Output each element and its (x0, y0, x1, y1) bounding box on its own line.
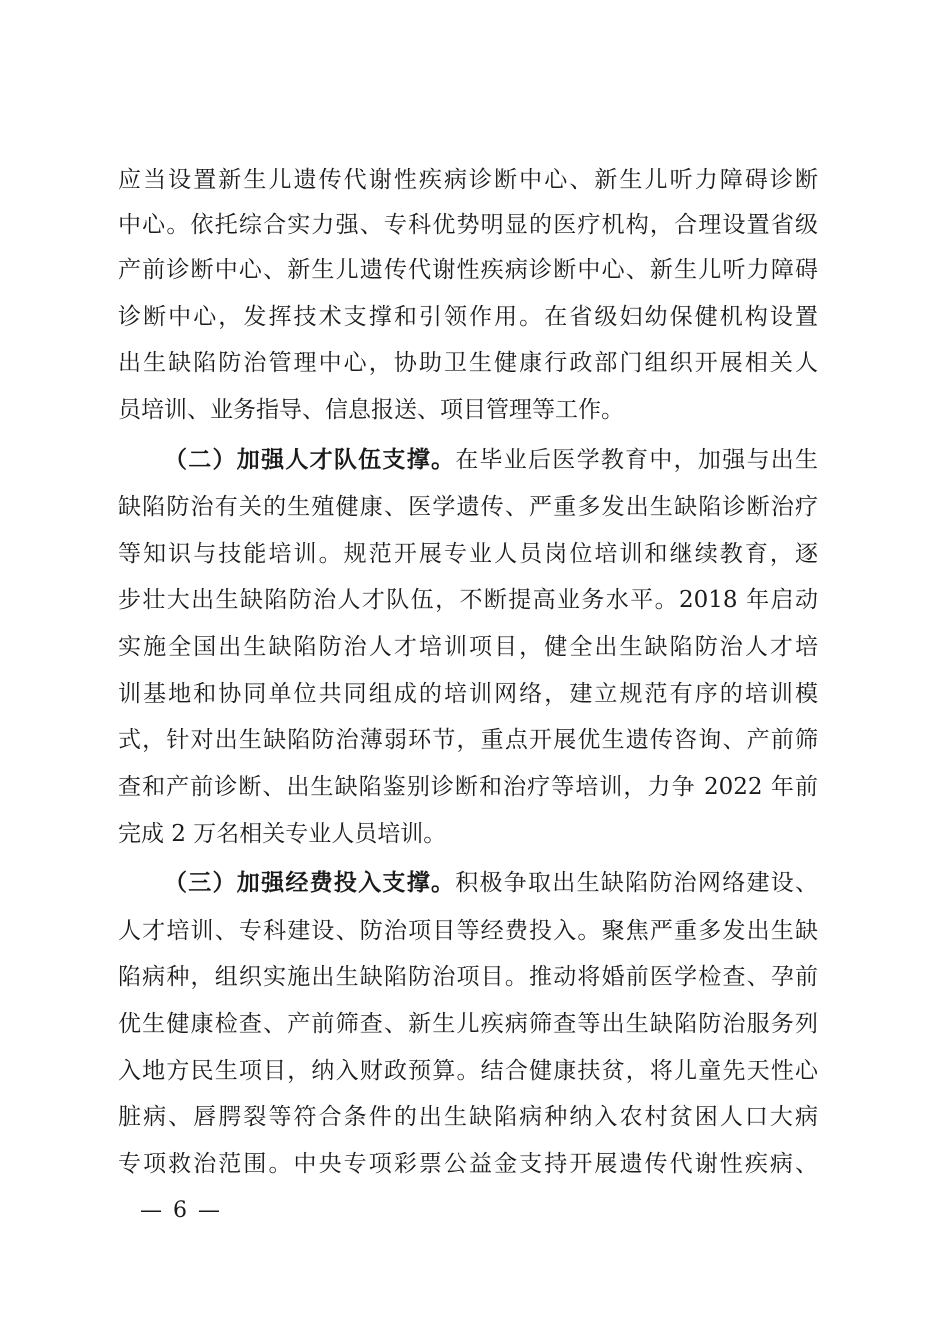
section-heading: （三）加强经费投入支撑。 (164, 869, 456, 896)
text-line: 完成 2 万名相关专业人员培训。 (118, 821, 447, 847)
text-line: 优生健康检查、产前筛查、新生儿疾病筛查等出生缺陷防治服务列 (118, 1011, 818, 1037)
text-line: 产前诊断中心、新生儿遗传代谢性疾病诊断中心、新生儿听力障碍 (118, 257, 818, 283)
page-number: — 6 — (140, 1198, 222, 1223)
text-line: 应当设置新生儿遗传代谢性疾病诊断中心、新生儿听力障碍诊断 (118, 167, 818, 193)
text-line: 陷病种，组织实施出生缺陷防治项目。推动将婚前医学检查、孕前 (118, 964, 818, 990)
text-line: 缺陷防治有关的生殖健康、医学遗传、严重多发出生缺陷诊断治疗 (118, 494, 818, 520)
text-line: 步壮大出生缺陷防治人才队伍，不断提高业务水平。2018 年启动 (118, 587, 818, 613)
section-heading: （二）加强人才队伍支撑。 (164, 446, 456, 473)
text-line: 入地方民生项目，纳入财政预算。结合健康扶贫，将儿童先天性心 (118, 1058, 818, 1084)
text-line: 中心。依托综合实力强、专科优势明显的医疗机构，合理设置省级 (118, 212, 818, 238)
text-line: 等知识与技能培训。规范开展专业人员岗位培训和继续教育，逐 (118, 541, 818, 567)
text-line: 员培训、业务指导、信息报送、项目管理等工作。 (118, 397, 624, 423)
text-line: 实施全国出生缺陷防治人才培训项目，健全出生缺陷防治人才培 (118, 634, 818, 660)
text-line: 诊断中心，发挥技术支撑和引领作用。在省级妇幼保健机构设置 (118, 304, 818, 330)
text-line: 人才培训、专科建设、防治项目等经费投入。聚焦严重多发出生缺 (118, 918, 818, 944)
text-line: 查和产前诊断、出生缺陷鉴别诊断和治疗等培训，力争 2022 年前 (118, 774, 818, 800)
section-heading-line: （二）加强人才队伍支撑。在毕业后医学教育中，加强与出生 (164, 446, 818, 473)
text-line: 脏病、唇腭裂等符合条件的出生缺陷病种纳入农村贫困人口大病 (118, 1104, 818, 1130)
text-line: 专项救治范围。中央专项彩票公益金支持开展遗传代谢性疾病、 (118, 1151, 818, 1177)
section-heading-line: （三）加强经费投入支撑。积极争取出生缺陷防治网络建设、 (164, 869, 818, 896)
text-line: 训基地和协同单位共同组成的培训网络，建立规范有序的培训模 (118, 681, 818, 707)
text-line: 式，针对出生缺陷防治薄弱环节，重点开展优生遗传咨询、产前筛 (118, 727, 818, 753)
text-line: 出生缺陷防治管理中心，协助卫生健康行政部门组织开展相关人 (118, 350, 818, 376)
